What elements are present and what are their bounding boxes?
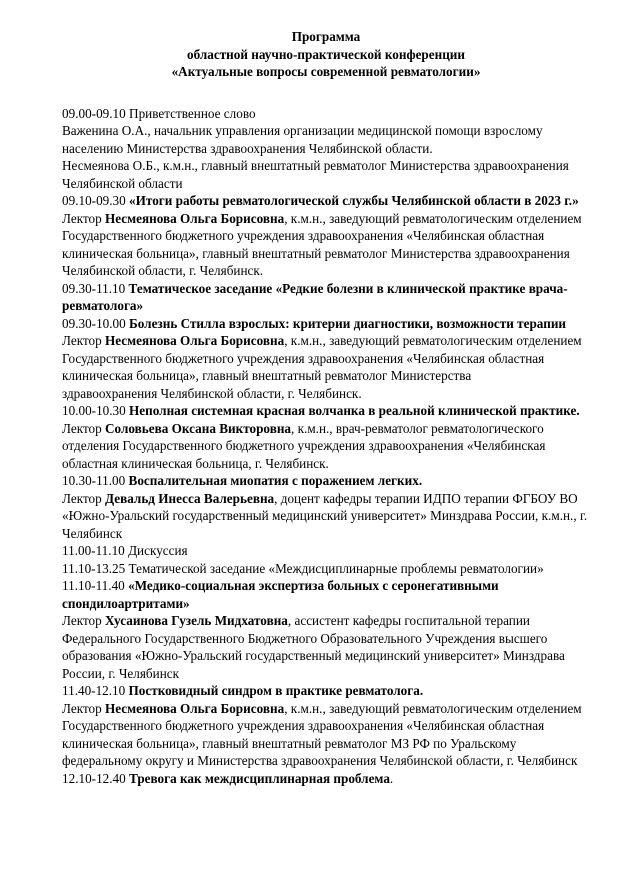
lector-prefix: Лектор: [62, 490, 102, 506]
lector-line: [62, 612, 590, 682]
item-time: 10.30-11.00: [62, 473, 126, 488]
lector-name: Девальд Инесса Валерьевна: [105, 490, 275, 506]
item-title: Дискуссия: [128, 543, 188, 558]
lector-prefix: Лектор: [62, 613, 102, 628]
agenda-item-discussion: [62, 542, 590, 560]
lector-details: , к.м.н., заведующий ревматологическим отделением Государственного бюджетного учреждения здравоохранения «Челябинская областная клиническая больница», главный внештатный ревматолог Министерства здравоохранения Челябинской области, г. Челябинск.: [62, 210, 582, 278]
item-time: 11.00-11.10: [62, 543, 125, 558]
lector-prefix: Лектор: [62, 333, 102, 348]
item-time: 11.10-11.40: [62, 578, 125, 593]
agenda-item-rheum-results: [62, 192, 590, 210]
lector-details: , к.м.н., врач-ревматолог ревматологического отделения Государственного бюджетного учреждения здравоохранения «Челябинская областная клиническая больница, г. Челябинск.: [62, 420, 546, 471]
item-title-suffix: .: [389, 770, 394, 786]
item-time: 09.10-09.30: [62, 193, 126, 208]
item-title: Тематической заседание «Междисциплинарные проблемы ревматологии»: [128, 560, 544, 576]
lector-prefix: Лектор: [62, 700, 102, 716]
agenda-item-expertise: [62, 577, 590, 612]
item-title: Болезнь Стилла взрослых: критерии диагностики, возможности терапии: [129, 315, 567, 331]
program-header: [62, 28, 590, 81]
lector-details: , к.м.н., заведующий ревматологическим отделением Государственного бюджетного учреждения здравоохранения «Челябинская областная клиническая больница», главный внештатный ревматолог МЗ РФ по Уральскому федеральному округу и Министерства здравоохранения Челябинской области, г. Челябинск: [62, 700, 582, 768]
header-program-title: Программа: [291, 29, 361, 44]
item-time: 09.30-10.00: [62, 315, 126, 331]
agenda-item-thematic-interdisc: [62, 560, 590, 578]
lector-name: Несмеянова Ольга Борисовна: [105, 333, 285, 348]
header-conference-type: областной научно-практической конференции: [187, 46, 465, 62]
lector-details: , ассистент кафедры госпитальной терапии Федерального Государственного Бюджетного Образовательного Учреждения высшего образования «Южно-Уральский государственный медицинский университет» Минздрава России, г. Челябинск: [62, 613, 565, 681]
agenda-item-thematic-rare: [62, 280, 590, 315]
item-time: 10.00-10.30: [62, 403, 126, 418]
item-time: 11.40-12.10: [62, 683, 126, 698]
lector-line: [62, 490, 590, 543]
speaker-line: Несмеянова О.Б., к.м.н., главный внештатный ревматолог Министерства здравоохранения Челябинской области: [62, 158, 569, 191]
lector-name: Хусаинова Гузель Мидхатовна: [105, 613, 288, 628]
agenda-item-lupus: [62, 402, 590, 420]
lector-line: [62, 700, 590, 770]
agenda-item-still-disease: [62, 315, 590, 403]
item-time: 12.10-12.40: [62, 770, 126, 786]
item-title: Тревога как междисциплинарная проблема: [129, 770, 390, 786]
item-title: Приветственное слово: [129, 105, 256, 121]
item-title: Тематическое заседание «Редкие болезни в клинической практике врача-ревматолога»: [62, 280, 568, 313]
agenda-item-postcovid: [62, 682, 590, 700]
lector-prefix: Лектор: [62, 210, 102, 226]
item-time: 09.00-09.10: [62, 105, 126, 121]
item-title: Постковидный синдром в практике ревматолога.: [128, 683, 424, 698]
item-time: 11.10-13.25: [62, 560, 126, 576]
agenda-item-opening: [62, 105, 590, 123]
lector-details: , к.м.н., заведующий ревматологическим отделением Государственного бюджетного учреждения здравоохранения «Челябинская областная клиническая больница», главный внештатный ревматолог Министерства здравоохранения Челябинской области, г. Челябинск.: [62, 333, 585, 401]
lector-prefix: Лектор: [62, 420, 102, 436]
speaker-line: Важенина О.А., начальник управления организации медицинской помощи взрослому населению Министерства здравоохранения Челябинской области.: [62, 123, 543, 156]
item-title: Неполная системная красная волчанка в реальной клинической практике.: [129, 403, 580, 418]
lector-details: , доцент кафедры терапии ИДПО терапии ФГБОУ ВО «Южно-Уральский государственный медицинский университет» Минздрава России, к.м.н., г. Челябинск: [62, 490, 588, 541]
item-title: «Итоги работы ревматологической службы Челябинской области в 2023 г.»: [129, 193, 579, 208]
item-title: «Медико-социальная экспертиза больных с серонегативными спондилоартритами»: [62, 578, 499, 611]
agenda-item-anxiety: [62, 770, 590, 788]
lector-line: [62, 420, 590, 473]
header-conference-title: «Актуальные вопросы современной ревматологии»: [171, 64, 481, 79]
item-title: Воспалительная миопатия с поражением легких.: [128, 473, 423, 488]
lector-name: Соловьева Оксана Викторовна: [105, 420, 292, 436]
item-time: 09.30-11.10: [62, 280, 126, 296]
lector-line: [62, 210, 590, 280]
agenda-item-myopathy: [62, 472, 590, 490]
lector-name: Несмеянова Ольга Борисовна: [105, 700, 285, 716]
lector-name: Несмеянова Ольга Борисовна: [105, 210, 285, 226]
